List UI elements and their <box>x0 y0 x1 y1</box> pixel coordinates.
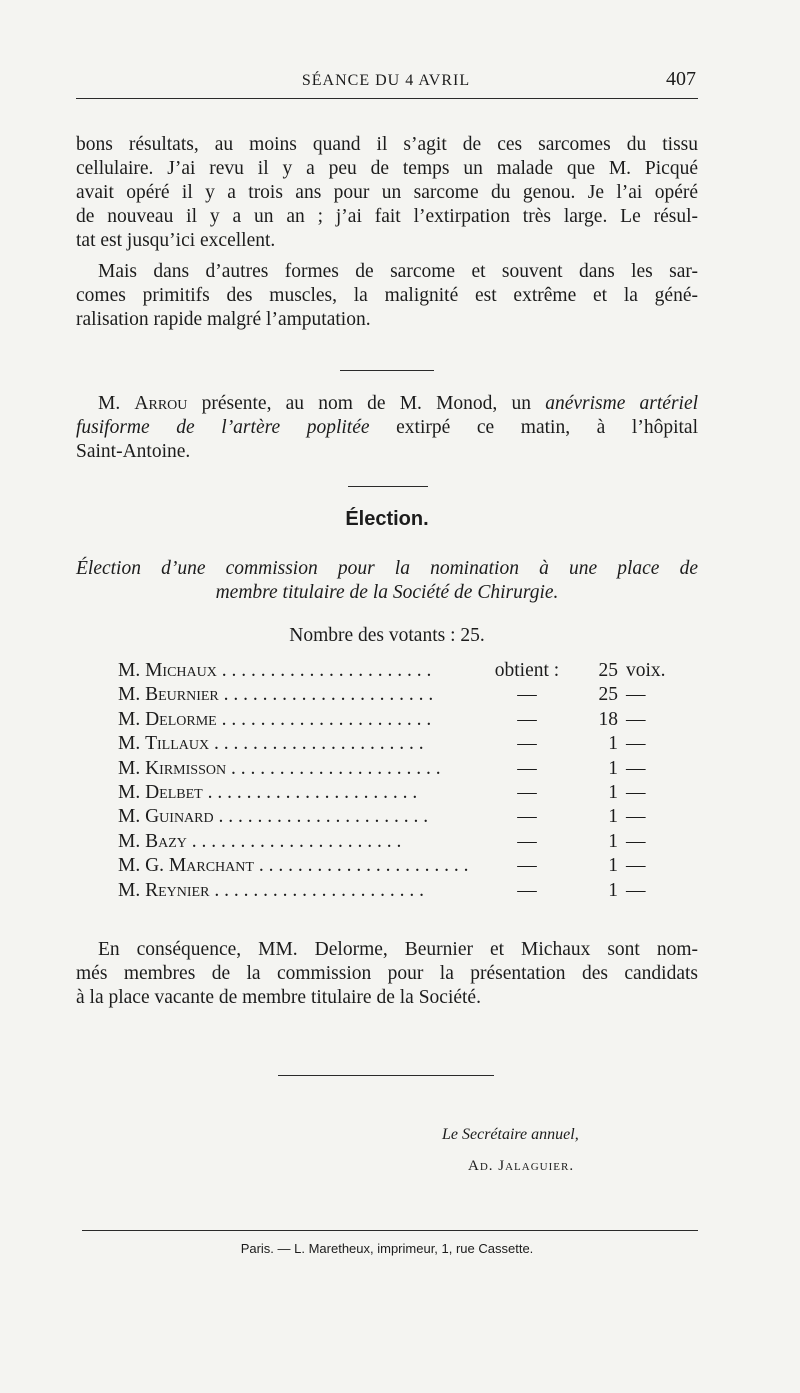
arrou-prefix: M. <box>98 393 121 414</box>
candidate-prefix: M. <box>118 879 141 901</box>
text-line: Saint-Antoine. <box>76 441 191 462</box>
leader-dots: . . . . . . . . . . . . . . . . . . . . . . <box>216 660 432 681</box>
section-divider <box>348 486 428 487</box>
candidate-surname: Reynier <box>145 879 210 901</box>
candidate-prefix: M. <box>118 708 141 730</box>
candidate-name <box>118 758 478 782</box>
votes-count: Nombre des votants : 25. <box>289 625 485 646</box>
printer-imprint: Paris. — L. Maretheux, imprimeur, 1, rue Cassette. <box>240 1241 534 1256</box>
header-rule <box>76 98 698 99</box>
candidate-surname: Delbet <box>145 781 203 803</box>
candidate-surname: Guinard <box>145 806 214 828</box>
ditto-mark: — <box>626 733 646 755</box>
text-line: de nouveau il y a un an ; j’ai fait l’extirpation très large. Le résul- <box>76 206 698 227</box>
candidate-prefix: M. <box>118 806 141 828</box>
vote-count: 25 <box>598 684 618 706</box>
candidate-surname: Beurnier <box>145 684 219 706</box>
paragraph-arrou-presentation <box>76 392 698 464</box>
candidate-prefix: M. <box>118 781 141 803</box>
text-line: Mais dans d’autres formes de sarcome et souvent dans les sar- <box>98 261 698 282</box>
paragraph-sarcoma-results <box>76 133 698 253</box>
text-line: En conséquence, MM. Delorme, Beurnier et Michaux sont nom- <box>98 939 698 960</box>
vote-count: 18 <box>598 708 618 730</box>
candidate-name <box>118 855 478 879</box>
leader-dots: . . . . . . . . . . . . . . . . . . . . . . <box>226 757 441 779</box>
vote-count: 1 <box>608 855 618 877</box>
leader-dots: . . . . . . . . . . . . . . . . . . . . . . <box>186 830 402 852</box>
election-subtitle <box>76 557 698 605</box>
candidate-surname: Bazy <box>145 830 187 852</box>
text-line: comes primitifs des muscles, la malignité est extrême et la géné- <box>76 285 698 306</box>
running-header <box>76 68 696 98</box>
subtitle-line: membre titulaire de la Société de Chirurgie. <box>215 582 559 603</box>
text-line: à la place vacante de membre titulaire de la Société. <box>76 987 481 1008</box>
text-line: avait opéré il y a trois ans pour un sarcome du genou. Je l’ai opéré <box>76 182 698 203</box>
text-line <box>76 392 698 416</box>
vote-count: 1 <box>608 806 618 828</box>
candidate-name <box>118 831 478 855</box>
leader-dots: . . . . . . . . . . . . . . . . . . . . . . <box>218 684 434 706</box>
vote-row <box>118 806 666 830</box>
header-title: SÉANCE DU 4 AVRIL <box>301 72 471 89</box>
page-number: 407 <box>666 68 696 90</box>
candidate-prefix: M. <box>118 830 141 852</box>
vote-row <box>118 758 666 782</box>
specimen-name-cont: fusiforme de l’artère poplitée <box>76 417 370 438</box>
candidate-name <box>118 733 478 757</box>
signature-role: Le Secrétaire annuel, <box>442 1126 579 1143</box>
vote-count: 1 <box>608 830 618 852</box>
leader-dots: . . . . . . . . . . . . . . . . . . . . . . <box>209 879 424 901</box>
ditto-mark: — <box>517 781 537 803</box>
footer-rule <box>82 1230 698 1231</box>
ditto-mark: — <box>626 879 646 901</box>
ditto-mark: — <box>626 781 646 803</box>
ditto-mark: — <box>517 733 537 755</box>
candidate-name <box>118 660 478 684</box>
candidate-surname: Delorme <box>145 708 217 730</box>
text-line: ralisation rapide malgré l’amputation. <box>76 309 371 330</box>
vote-row <box>118 733 666 757</box>
ditto-mark: — <box>626 708 646 730</box>
vote-row <box>118 831 666 855</box>
candidate-prefix: M. <box>118 684 141 706</box>
leader-dots: . . . . . . . . . . . . . . . . . . . . . . <box>202 781 418 803</box>
ditto-mark: — <box>517 684 537 706</box>
paragraph-conclusion <box>76 938 698 1010</box>
arrou-text: présente, au nom de M. Monod, un <box>201 393 531 414</box>
ditto-mark: — <box>517 806 537 828</box>
text-line: bons résultats, au moins quand il s’agit de ces sarcomes du tissu <box>76 134 698 155</box>
arrou-text-cont: extirpé ce matin, à l’hôpital <box>396 417 698 438</box>
section-divider <box>340 370 434 371</box>
candidate-name <box>118 684 478 708</box>
surgeon-name: Arrou <box>134 393 188 414</box>
ditto-mark: — <box>517 879 537 901</box>
ditto-mark: — <box>626 806 646 828</box>
specimen-name: anévrisme artériel <box>545 393 699 414</box>
leader-dots: . . . . . . . . . . . . . . . . . . . . . . <box>216 708 432 730</box>
vote-count: 1 <box>608 879 618 901</box>
ditto-mark: — <box>517 830 537 852</box>
candidate-prefix: M. <box>118 733 141 755</box>
ditto-mark: — <box>626 830 646 852</box>
text-line: més membres de la commission pour la présentation des candidats <box>76 963 698 984</box>
candidate-surname: Michaux <box>145 660 217 681</box>
voix-label: voix. <box>626 660 666 681</box>
candidate-name <box>118 880 478 904</box>
signature-name: Ad. Jalaguier. <box>468 1158 575 1174</box>
vote-row <box>118 782 666 806</box>
ditto-mark: — <box>517 757 537 779</box>
candidate-prefix: M. <box>118 757 141 779</box>
vote-row <box>118 709 666 733</box>
vote-row <box>118 855 666 879</box>
candidate-prefix: M. <box>118 660 141 681</box>
ditto-mark: — <box>626 757 646 779</box>
text-line: cellulaire. J’ai revu il y a peu de temps un malade que M. Picqué <box>76 158 698 179</box>
leader-dots: . . . . . . . . . . . . . . . . . . . . . . <box>213 806 429 828</box>
vote-count: 25 <box>598 660 618 681</box>
obtient-label: obtient : <box>494 660 560 681</box>
vote-count: 1 <box>608 757 618 779</box>
candidate-surname: Kirmisson <box>145 757 227 779</box>
vote-row <box>118 880 666 904</box>
ditto-mark: — <box>626 855 646 877</box>
candidate-surname: Tillaux <box>145 733 210 755</box>
candidate-prefix: M. G. <box>118 855 165 877</box>
paragraph-malignancy <box>76 260 698 332</box>
vote-row <box>118 660 666 684</box>
vote-count: 1 <box>608 781 618 803</box>
candidate-surname: Marchant <box>168 855 254 877</box>
candidate-name <box>118 782 478 806</box>
vote-count: 1 <box>608 733 618 755</box>
ditto-mark: — <box>517 855 537 877</box>
section-divider <box>278 1075 494 1076</box>
text-line: tat est jusqu’ici excellent. <box>76 230 276 251</box>
vote-results-table <box>118 660 666 904</box>
election-heading: Élection. <box>345 508 429 530</box>
candidate-name <box>118 806 478 830</box>
ditto-mark: — <box>626 684 646 706</box>
text-line <box>76 416 698 440</box>
leader-dots: . . . . . . . . . . . . . . . . . . . . . . <box>209 733 424 755</box>
leader-dots: . . . . . . . . . . . . . . . . . . . . . . <box>253 855 469 877</box>
vote-row <box>118 684 666 708</box>
subtitle-line: Élection d’une commission pour la nomination à une place de <box>76 558 698 579</box>
candidate-name <box>118 709 478 733</box>
ditto-mark: — <box>517 708 537 730</box>
